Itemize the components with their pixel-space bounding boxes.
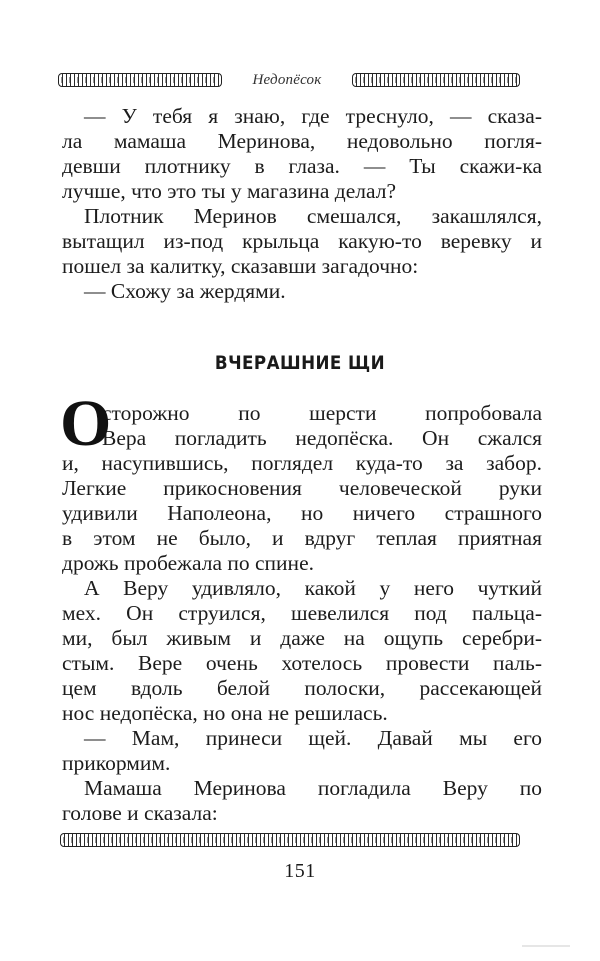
running-header (58, 68, 520, 92)
text-line: голове и сказала: (62, 801, 218, 825)
text-section-2 (60, 387, 542, 826)
paragraph (62, 204, 542, 279)
text-line: А Веру удивляло, какой у него чуткий (84, 576, 542, 600)
text-line: сторожно по шерсти попробовала (102, 401, 542, 425)
text-line: Вера погладить недопёска. Он сжался (102, 426, 542, 450)
text-line: пошел за калитку, сказавши загадочно: (62, 254, 419, 278)
ornament-border-footer-icon (60, 833, 520, 847)
text-line: удивили Наполеона, но ничего страшного (62, 501, 542, 525)
text-line: цем вдоль белой полоски, рассекающей (62, 676, 542, 700)
text-line: мех. Он струился, шевелился под пальца- (62, 601, 542, 625)
paragraph (62, 104, 542, 204)
text-line: — Мам, принеси щей. Давай мы его (84, 726, 542, 750)
paragraph-with-dropcap (60, 387, 542, 576)
paragraph (62, 776, 542, 826)
text-line: в этом не было, и вдруг теплая приятная (62, 526, 542, 550)
text-line: прикормим. (62, 751, 171, 775)
text-line: — Схожу за жердями. (84, 279, 286, 303)
chapter-title: ВЧЕРАШНИЕ ЩИ (214, 352, 386, 374)
text-line: ла мамаша Меринова, недовольно погля- (62, 129, 542, 153)
page-number: 151 (284, 860, 316, 882)
text-line: стым. Вере очень хотелось провести паль- (62, 651, 542, 675)
text-line: ми, был живым и даже на ощупь серебри- (62, 626, 542, 650)
watermark-mark (522, 945, 570, 947)
running-title: Недопёсок (252, 71, 322, 88)
paragraph (62, 279, 542, 304)
paragraph (62, 576, 542, 726)
text-section-1 (62, 104, 542, 304)
text-line: вытащил из-под крыльца какую-то веревку и (62, 229, 542, 253)
ornament-border-left-icon (58, 73, 222, 87)
text-line: Легкие прикосновения человеческой руки (62, 476, 542, 500)
text-line: дрожь пробежала по спине. (62, 551, 314, 575)
text-line: Плотник Меринов смешался, закашлялся, (84, 204, 542, 228)
drop-cap: О (60, 387, 112, 460)
text-line: лучше, что это ты у магазина делал? (62, 179, 396, 203)
text-line: Мамаша Меринова погладила Веру по (84, 776, 542, 800)
text-line: — У тебя я знаю, где треснуло, — сказа- (84, 104, 542, 128)
text-line: нос недопёска, но она не решилась. (62, 701, 388, 725)
text-line: и, насупившись, поглядел куда-то за забор. (62, 451, 542, 475)
ornament-border-right-icon (352, 73, 520, 87)
text-line: девши плотнику в глаза. — Ты скажи-ка (62, 154, 542, 178)
paragraph (62, 726, 542, 776)
